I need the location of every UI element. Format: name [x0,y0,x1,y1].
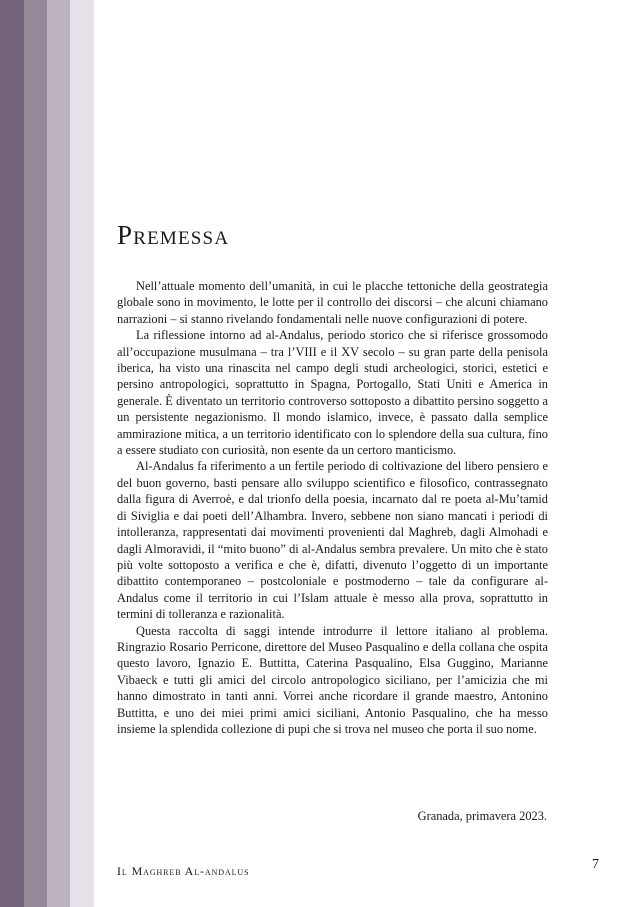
stripe-lightest [70,0,94,907]
running-head: Il Maghreb Al-andalus [117,864,250,878]
paragraph: La riflessione intorno ad al-Andalus, periodo storico che si riferisce grossomodo all’occupazione musulmana – tra l’VIII e il XV secolo – su gran parte della penisola iberica, ha visto una rinascita nel campo degli studi archeologici, storici, estetici e persino antropologici, soprattutto in Spagna, Portogallo, Stati Uniti e America in generale. È diventato un territorio controverso sottoposto a dibattito persino soggetto a un persistente negazionismo. Il mondo islamico, invece, è passato dalla semplice ammirazione mitica, a un territorio identificato con lo splendore della sua cultura, fino a essere studiato con curiosità, non esente da un certoro manticismo. [117,328,548,458]
body-text [117,278,548,737]
paragraph: Questa raccolta di saggi intende introdurre il lettore italiano al problema. Ringrazio Rosario Perricone, direttore del Museo Pasqualino e della collana che ospita questo lavoro, Ignazio E. Buttitta, Caterina Pasqualino, Elsa Guggino, Marianne Vibaeck e tutti gli amici del circolo antropologico siciliano, per l’amicizia che mi hanno dimostrato in tanti anni. Vorrei anche ricordare il grande maestro, Antonino Buttitta, e uno dei miei primi amici siciliani, Antonio Pasqualino, che ha messo insieme la splendida collezione di pupi che si trova nel museo che porta il suo nome. [117,623,548,736]
chapter-title: Premessa [117,220,230,250]
decorative-side-stripes [0,0,94,907]
paragraph: Nell’attuale momento dell’umanità, in cui le placche tettoniche della geostrategia globale sono in movimento, le lotte per il controllo dei discorsi – che alcuni chiamano narrazioni – si stanno rivelando fondamentali nelle nuove configurazioni di potere. [117,279,548,326]
paragraph: Al-Andalus fa riferimento a un fertile periodo di coltivazione del libero pensiero e del buon governo, basti pensare allo sviluppo scientifico e filosofico, contrassegnato dalla figura di Averroè, e dal trionfo della poesia, incarnato dal re poeta al-Mu’tamid di Siviglia e dai poeti dell’Alhambra. Invero, sebbene non siano mancati i periodi di intolleranza, rappresentati dai movimenti provenienti dal Maghreb, dagli Almohadi e dagli Almoravidi, il “mito buono” di al-Andalus sembra prevalere. Un mito che è stato più volte sottoposto a verifica e che è, difatti, divenuto l’oggetto di un importante dibattito contemporaneo – postcoloniale e postmoderno – tale da configurare al-Andalus come il territorio in cui l’Islam attuale è messo alla prova, soprattutto in termini di tolleranza e razionalità. [117,459,548,622]
stripe-dark [0,0,24,907]
stripe-medium [24,0,47,907]
page-number: 7 [592,857,599,872]
place-date-signature: Granada, primavera 2023. [417,809,547,823]
stripe-light [47,0,70,907]
